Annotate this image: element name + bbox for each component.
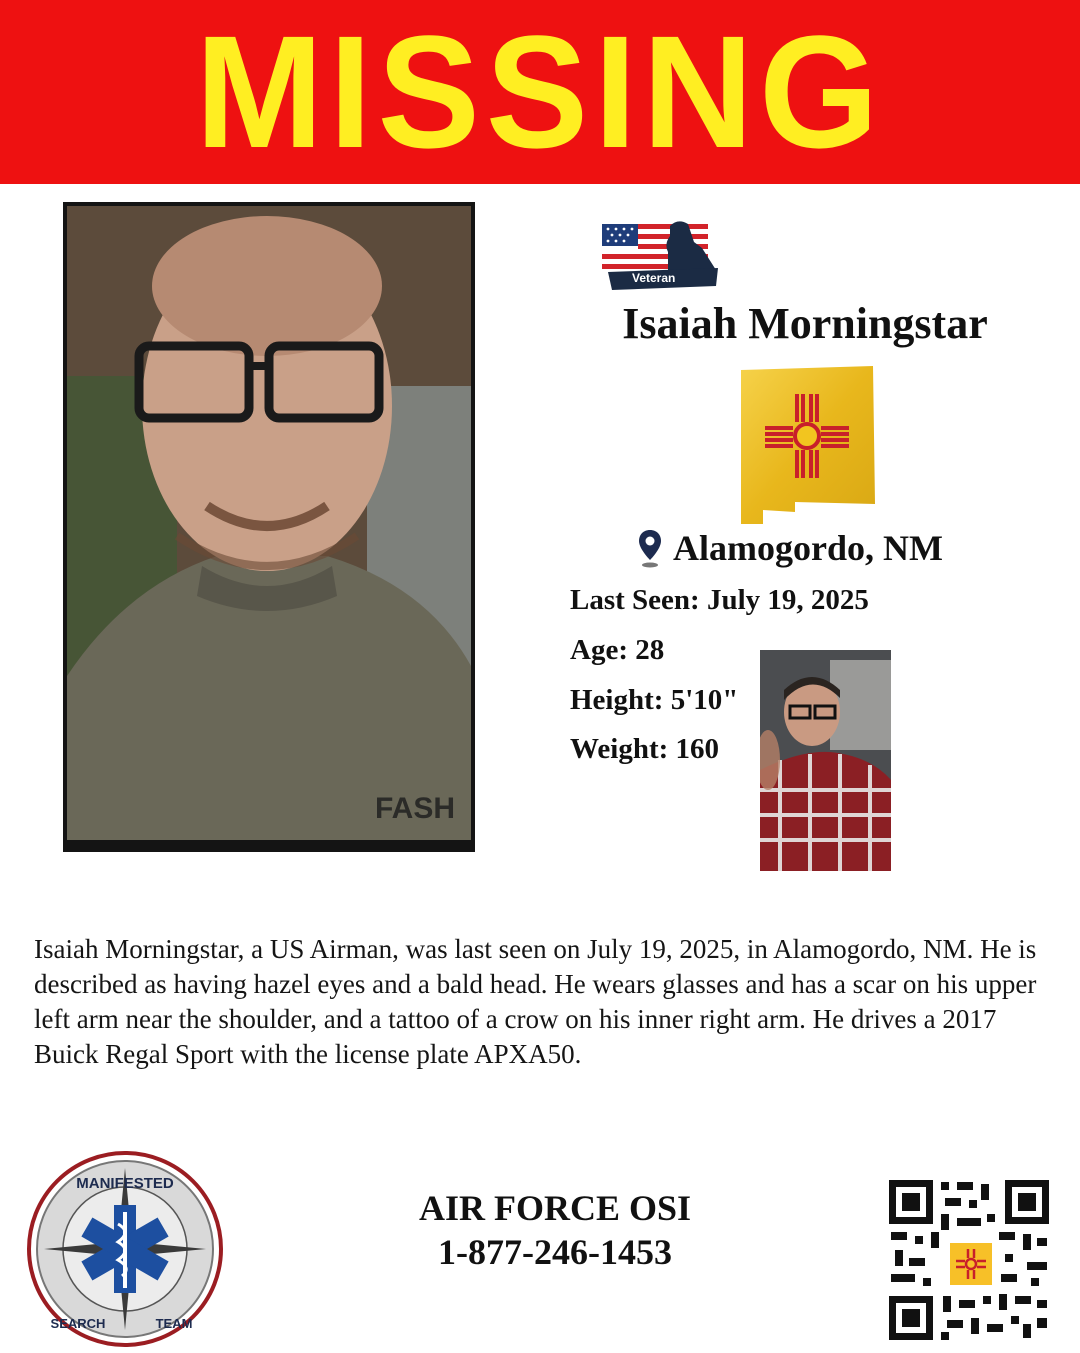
fact-weight <box>570 731 719 767</box>
contact-block <box>380 1186 730 1274</box>
main-photo <box>63 202 475 852</box>
location-text: Alamogordo, NM <box>673 528 943 568</box>
fact-height <box>570 682 738 718</box>
veteran-flag-icon <box>598 212 728 298</box>
fact-value: July 19, 2025 <box>706 584 869 616</box>
logo-bottom-left: SEARCH <box>50 1316 106 1331</box>
fact-label: Height: <box>570 684 664 716</box>
fact-value: 28 <box>635 634 665 666</box>
fact-last-seen <box>570 582 869 618</box>
secondary-photo <box>760 650 891 871</box>
fact-value: 5'10" <box>670 684 739 716</box>
logo-bottom-right: TEAM <box>155 1316 193 1331</box>
fact-label: Last Seen: <box>570 584 700 616</box>
location-row <box>600 526 980 570</box>
fact-label: Weight: <box>570 733 669 765</box>
missing-title: MISSING <box>195 2 885 181</box>
manifested-search-team-logo <box>26 1150 224 1348</box>
fact-age <box>570 632 664 668</box>
fact-value: 160 <box>675 733 720 765</box>
contact-agency: AIR FORCE OSI <box>418 1188 692 1228</box>
location-pin-icon <box>637 528 663 568</box>
contact-phone[interactable]: 1-877-246-1453 <box>438 1232 672 1272</box>
person-portrait <box>67 206 471 840</box>
missing-banner <box>0 0 1080 184</box>
qr-center-nm-icon <box>947 1240 995 1288</box>
fact-label: Age: <box>570 634 628 666</box>
new-mexico-flag-icon <box>735 364 879 526</box>
person-name: Isaiah Morningstar <box>622 299 988 348</box>
veteran-label: Veteran <box>632 271 676 285</box>
description-text: Isaiah Morningstar, a US Airman, was last seen on July 19, 2025, in Alamogordo, NM. He is described as having hazel eyes and a bald head. He wears glasses and has a scar on his upper left arm near the shoulder, and a tattoo of a crow on his inner right arm. He drives a 2017 Buick Regal Sport with the license plate APXA50. <box>34 934 1037 1069</box>
shirt-print: FASH <box>375 792 456 825</box>
logo-top-text: MANIFESTED <box>76 1175 174 1192</box>
